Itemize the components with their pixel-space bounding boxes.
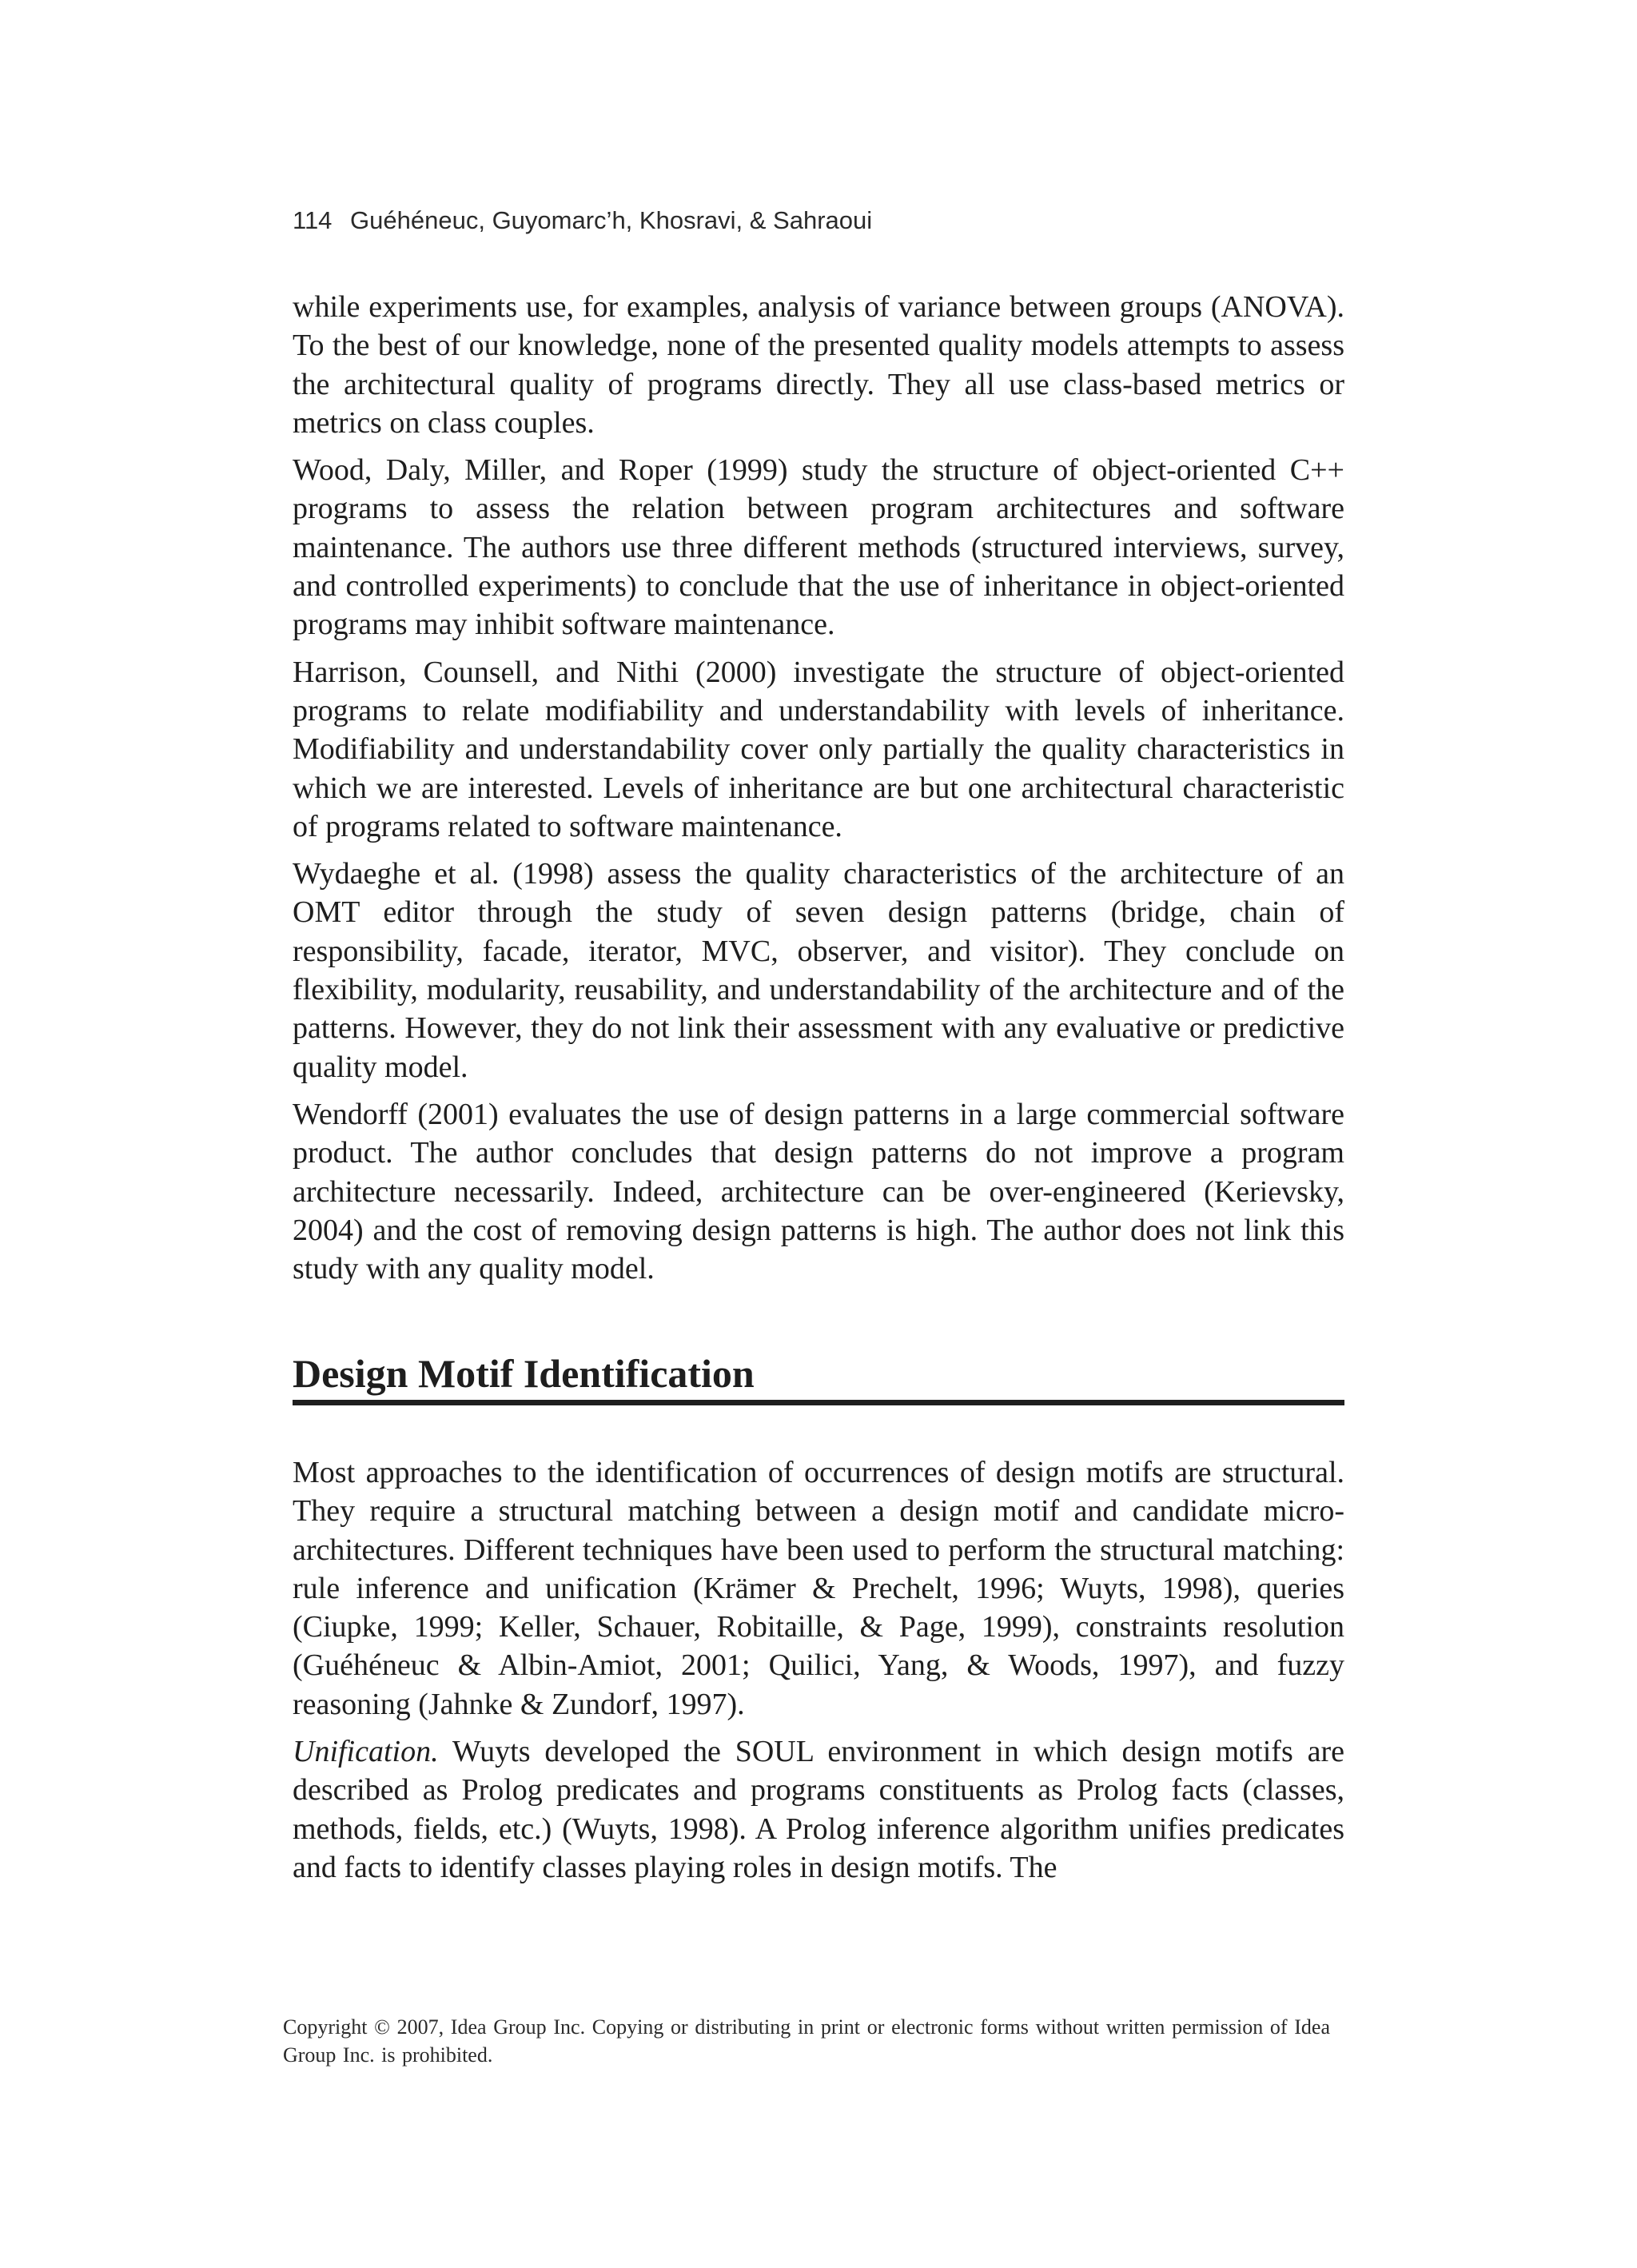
page-number: 114 [293,206,333,234]
paragraph-approaches: Most approaches to the identification of occurrences of design motifs are structural. They require a structural matching between a design motif and candidate micro-architectures. Different techniques have been used to perform the structural matching: rule inference and unification (Krämer & Prechelt, 1996; Wuyts, 1998), queries (Ciupke, 1999; Keller, Schauer, Robitaille, & Page, 1999), constraints resolution (Guéhéneuc & Albin-Amiot, 2001; Quilici, Yang, & Woods, 1997), and fuzzy reasoning (Jahnke & Zundorf, 1997). [293,1456,1344,1721]
body-text-before-section [293,288,1344,1297]
paragraph-unification [293,1732,1344,1887]
body-text-section [293,1453,1344,1895]
paragraph-wood: Wood, Daly, Miller, and Roper (1999) study the structure of object-oriented C++ programs to assess the relation between program architectures and software maintenance. The authors use three different methods (structured interviews, survey, and controlled experiments) to conclude that the use of inheritance in object-oriented programs may inhibit software maintenance. [293,453,1344,642]
paragraph-anova: while experiments use, for examples, analysis of variance between groups (ANOVA). To the best of our knowledge, none of the presented quality models attempts to assess the architectural quality of programs directly. They all use class-based metrics or metrics on class couples. [293,290,1344,440]
running-header [293,206,872,235]
paragraph-wendorff: Wendorff (2001) evaluates the use of design patterns in a large commercial software product. The author concludes that design patterns do not improve a program architecture necessarily. Indeed, architecture can be over-engineered (Kerievsky, 2004) and the cost of removing design patterns is high. The author does not link this study with any quality model. [293,1097,1344,1286]
run-in-heading: Unification. [293,1735,439,1769]
paragraph-wydaeghe: Wydaeghe et al. (1998) assess the quality characteristics of the architecture of an OMT editor through the study of seven design patterns (bridge, chain of responsibility, facade, iterator, MVC, observer, and visitor). They conclude on flexibility, modularity, reusability, and understandability of the architecture and of the patterns. However, they do not link their assessment with any evaluative or predictive quality model. [293,857,1344,1084]
paragraph-harrison: Harrison, Counsell, and Nithi (2000) investigate the structure of object-oriented programs to relate modifiability and understandability with levels of inheritance. Modifiability and understandability cover only partially the quality characteristics in which we are interested. Levels of inheritance are but one architectural characteristic of programs related to software maintenance. [293,655,1344,843]
heading-rule [293,1400,1344,1405]
section-heading: Design Motif Identification [293,1351,755,1396]
paragraph-unification-text: Wuyts developed the SOUL environment in which design motifs are described as Prolog predicates and programs constituents as Prolog facts (classes, methods, fields, etc.) (Wuyts, 1998). A Prolog inference algorithm unifies predicates and facts to identify classes playing roles in design motifs. The [293,1735,1344,1884]
copyright-footer: Copyright © 2007, Idea Group Inc. Copying or distributing in print or electronic forms without written permission of Idea Group Inc. is prohibited. [283,2015,1330,2067]
header-authors: Guéhéneuc, Guyomarc’h, Khosravi, & Sahraoui [350,206,873,234]
